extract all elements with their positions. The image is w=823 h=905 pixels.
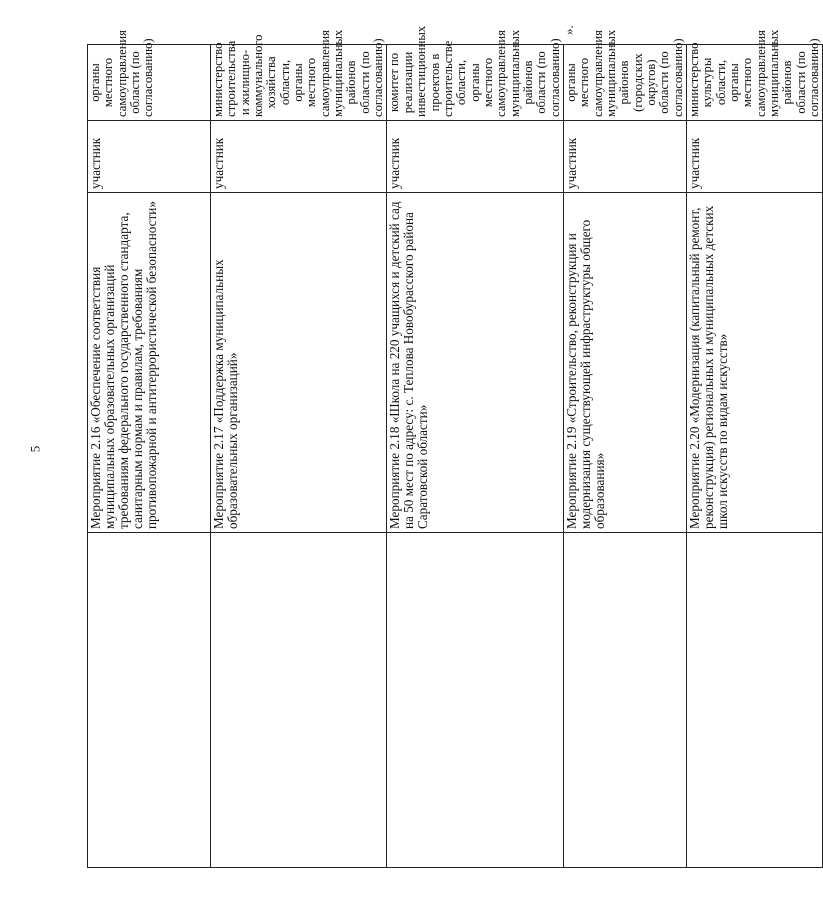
table-row: [88, 45, 211, 868]
event-cell: Мероприятие 2.20 «Модернизация (капитальный ремонт, реконструкция) региональных и муниципальных детских школ искусств по видам искусств»: [687, 193, 823, 533]
event-cell: Мероприятие 2.18 «Школа на 220 учащихся и детский сад на 50 мест по адресу: с. Теплова Новобурасского района Саратовской области»: [387, 193, 563, 533]
table-row: [563, 45, 686, 868]
role-cell: участник: [687, 121, 823, 193]
role-cell: участник: [387, 121, 563, 193]
table-row: [211, 45, 387, 868]
event-cell: Мероприятие 2.17 «Поддержка муниципальных образовательных организаций»: [211, 193, 387, 533]
role-cell: участник: [88, 121, 211, 193]
empty-cell: [563, 533, 686, 868]
rotated-table-wrapper: [87, 25, 822, 868]
responsible-cell: комитет по реализации инвестиционных проектов в строительстве области, органы местного самоуправления муниципальных районов области (по согласованию): [387, 45, 563, 121]
empty-cell: [687, 533, 823, 868]
empty-cell: [88, 533, 211, 868]
responsible-cell: министерство культуры области, органы местного самоуправления муниципальных районов области (по согласованию): [687, 45, 823, 121]
event-cell: Мероприятие 2.16 «Обеспечение соответствия муниципальных образовательных организаций требованиям федерального государственного стандарта, санитарным нормам и правилам, требованиям противопожарной и антитеррористической безопасности»: [88, 193, 211, 533]
page-number: 5: [27, 445, 43, 453]
empty-cell: [387, 533, 563, 868]
responsible-cell: органы местного самоуправления муниципальных районов (городских округов) области (по согласованию): [563, 45, 686, 121]
table-row: [387, 45, 563, 868]
role-cell: участник: [563, 121, 686, 193]
role-cell: участник: [211, 121, 387, 193]
responsible-cell: министерство строительства и жилищно-коммунального хозяйства области, органы местного самоуправления муниципальных районов области (по согласованию): [211, 45, 387, 121]
responsible-cell: органы местного самоуправления области (по согласованию): [88, 45, 211, 121]
closing-quote-mark: ».: [561, 25, 576, 35]
event-cell: Мероприятие 2.19 «Строительство, реконструкция и модернизация существующей инфраструктуры общего образования»: [563, 193, 686, 533]
measures-table: [87, 25, 823, 868]
table-row: [687, 45, 823, 868]
empty-cell: [211, 533, 387, 868]
